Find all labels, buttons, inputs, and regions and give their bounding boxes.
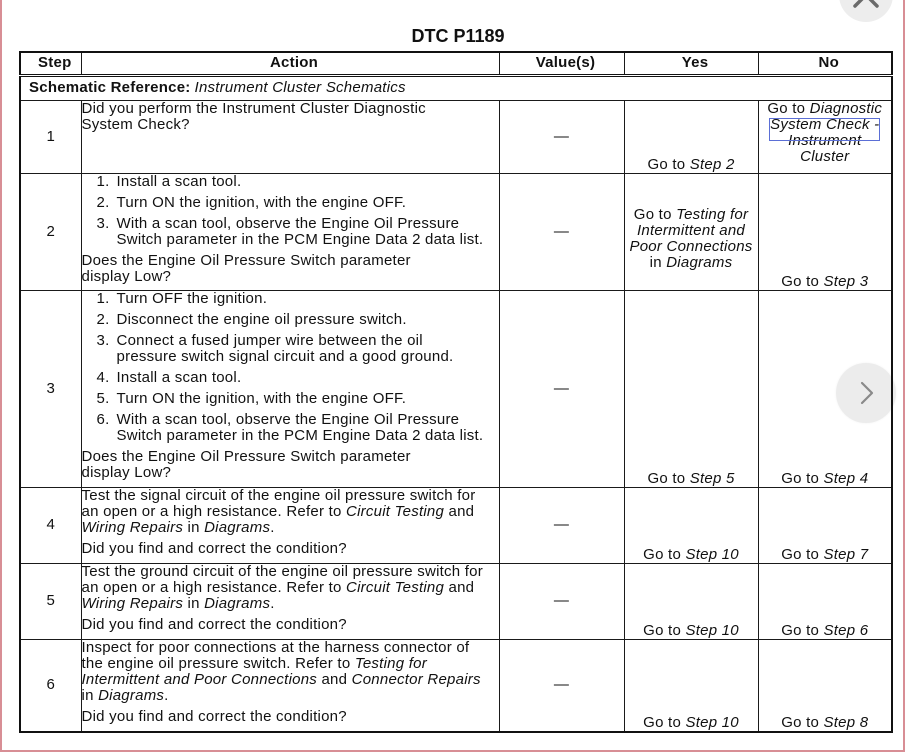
text-line (759, 471, 892, 487)
action-cell (81, 487, 499, 563)
step-number: 4 (46, 516, 56, 533)
step-number-cell (20, 290, 81, 487)
action-list-item (82, 174, 499, 190)
text-segment: Turn ON the ignition, with the engine OFF. (116, 193, 407, 211)
text-line (117, 216, 484, 232)
step-number: 2 (46, 222, 56, 240)
text-line (759, 547, 892, 563)
column-header-no: No (758, 52, 892, 75)
text-segment: Go to (647, 469, 690, 487)
diagnostic-system-check-link[interactable] (769, 115, 880, 141)
text-line (117, 428, 484, 444)
yes-cell (624, 290, 758, 487)
action-text (82, 449, 499, 481)
text-segment: Go to (781, 272, 824, 290)
text-segment: Go to (767, 99, 810, 117)
action-paragraph (82, 640, 499, 704)
close-button[interactable] (839, 0, 893, 22)
text-segment: Turn OFF the ignition. (116, 289, 268, 307)
text-line (625, 547, 758, 563)
text-segment: Go to (647, 155, 690, 173)
reference-text: Step 7 (823, 545, 869, 563)
action-question (82, 449, 499, 481)
text-segment: Go to (781, 469, 824, 487)
table-header (20, 52, 892, 75)
value-cell (499, 639, 624, 732)
text-segment: and (317, 670, 352, 688)
text-line (759, 715, 892, 731)
list-number: 2. (96, 193, 110, 211)
action-text (117, 370, 242, 386)
text-line (82, 617, 499, 633)
action-text (117, 312, 407, 328)
step-row (20, 100, 892, 173)
column-header-step: Step (20, 52, 81, 75)
reference-text: Step 5 (689, 469, 735, 487)
action-list-item (82, 312, 499, 328)
text-segment: Connect a fused jumper wire between the oil (116, 331, 423, 349)
text-segment: Does the Engine Oil Pressure Switch parameter (81, 251, 411, 269)
text-line (117, 349, 454, 365)
reference-text: Diagnostic (809, 99, 883, 117)
text-line (82, 709, 499, 725)
action-paragraph (82, 488, 499, 536)
no-cell (758, 173, 892, 290)
reference-text: Cluster (800, 147, 850, 165)
value-cell (499, 563, 624, 639)
action-cell (81, 100, 499, 173)
text-segment: Go to (781, 621, 824, 639)
text-line (82, 449, 499, 465)
reference-text: Wiring Repairs (81, 594, 184, 612)
text-segment: Turn ON the ignition, with the engine OFF. (116, 389, 407, 407)
text-line (759, 623, 892, 639)
action-text (117, 391, 407, 407)
yes-cell (624, 563, 758, 639)
text-segment: Go to (781, 545, 824, 563)
reference-text: Intermittent and (636, 221, 746, 239)
step-row (20, 487, 892, 563)
text-line (117, 391, 407, 407)
reference-text: Testing for (676, 205, 749, 223)
text-segment: Switch parameter in the PCM Engine Data 2 data list. (116, 230, 484, 248)
text-line (117, 291, 268, 307)
reference-text: Step 4 (823, 469, 869, 487)
text-line (117, 370, 242, 386)
table-body (20, 75, 892, 732)
step-row (20, 563, 892, 639)
action-text (82, 253, 499, 285)
value-cell (499, 173, 624, 290)
close-icon (851, 0, 881, 10)
text-segment: and (444, 502, 475, 520)
reference-text: Intermittent and Poor Connections (81, 670, 318, 688)
text-line (82, 541, 499, 557)
reference-text: Diagrams (204, 518, 271, 536)
text-line (117, 312, 407, 328)
text-segment: With a scan tool, observe the Engine Oil Pressure (116, 410, 460, 428)
reference-text: System Check - (770, 115, 880, 133)
text-line (625, 239, 758, 255)
diagnostic-table (19, 51, 893, 733)
text-line (82, 488, 499, 504)
text-segment: pressure switch signal circuit and a good ground. (116, 347, 454, 365)
yes-cell (624, 100, 758, 173)
text-line (117, 174, 242, 190)
text-line (82, 688, 499, 704)
text-segment: Install a scan tool. (116, 172, 242, 190)
list-number: 2. (96, 310, 110, 328)
action-text (117, 412, 484, 444)
step-row (20, 639, 892, 732)
action-text (117, 174, 242, 190)
text-segment: Did you perform the Instrument Cluster Diagnostic (81, 99, 426, 117)
text-segment: an open or a high resistance. Refer to (81, 502, 347, 520)
action-cell (81, 563, 499, 639)
action-question (82, 617, 499, 633)
action-text (117, 333, 454, 365)
list-number: 6. (96, 410, 110, 428)
value-text: — (553, 379, 570, 397)
action-list-item (82, 216, 499, 248)
text-line (625, 623, 758, 639)
step-row (20, 290, 892, 487)
step-number-cell (20, 639, 81, 732)
action-list-item (82, 333, 499, 365)
text-line (625, 207, 758, 223)
text-segment: Switch parameter in the PCM Engine Data 2 data list. (116, 426, 484, 444)
step-number-cell (20, 487, 81, 563)
text-segment: an open or a high resistance. Refer to (81, 578, 347, 596)
schematic-reference-label: Schematic Reference: (29, 79, 191, 96)
reference-text: Wiring Repairs (81, 518, 184, 536)
text-line (117, 333, 454, 349)
yes-cell (624, 487, 758, 563)
value-text: — (553, 127, 570, 145)
text-line (82, 117, 499, 133)
text-segment: Test the ground circuit of the engine oil pressure switch for (81, 562, 484, 580)
text-segment: System Check? (81, 115, 190, 133)
text-segment: the engine oil pressure switch. Refer to (81, 654, 355, 672)
action-text (82, 101, 499, 133)
reference-text: Instrument (788, 131, 862, 149)
action-question (82, 101, 499, 133)
action-list-item (82, 412, 499, 444)
list-number: 5. (96, 389, 110, 407)
text-segment: . (270, 518, 275, 536)
text-line (117, 232, 484, 248)
table-header-row (20, 52, 892, 75)
text-line (82, 672, 499, 688)
text-segment: Did you find and correct the condition? (81, 615, 347, 633)
text-segment: in (649, 253, 667, 271)
text-segment: . (164, 686, 169, 704)
list-number: 3. (96, 331, 110, 349)
column-header-yes: Yes (624, 52, 758, 75)
text-line (82, 580, 499, 596)
text-segment: Test the signal circuit of the engine oil pressure switch for (81, 486, 476, 504)
reference-text: Circuit Testing (346, 502, 445, 520)
reference-text: Diagrams (666, 253, 733, 271)
schematic-reference-cell (20, 75, 892, 100)
text-line (82, 520, 499, 536)
action-cell (81, 290, 499, 487)
text-line (117, 412, 484, 428)
step-row (20, 173, 892, 290)
text-segment: and (444, 578, 475, 596)
action-list-item (82, 291, 499, 307)
text-line (82, 465, 499, 481)
action-cell (81, 639, 499, 732)
text-line (625, 223, 758, 239)
action-text (117, 216, 484, 248)
reference-text: Connector Repairs (351, 670, 481, 688)
step-number-cell (20, 173, 81, 290)
text-segment: Does the Engine Oil Pressure Switch parameter (81, 447, 411, 465)
text-segment: Install a scan tool. (116, 368, 242, 386)
value-text: — (553, 516, 570, 533)
yes-cell (624, 639, 758, 732)
reference-text: Circuit Testing (346, 578, 445, 596)
value-cell (499, 100, 624, 173)
action-list-item (82, 195, 499, 211)
step-number-cell (20, 100, 81, 173)
reference-text: Step 10 (685, 714, 739, 731)
text-line (625, 255, 758, 271)
text-segment: Go to (643, 545, 686, 563)
reference-text: Testing for (354, 654, 427, 672)
column-header-values: Value(s) (499, 52, 624, 75)
no-cell (758, 290, 892, 487)
action-list-item (82, 391, 499, 407)
text-line (82, 504, 499, 520)
text-line (82, 101, 499, 117)
text-segment: Go to (643, 714, 686, 731)
text-line (625, 715, 758, 731)
reference-text: Diagrams (98, 686, 165, 704)
text-line (625, 157, 758, 173)
text-segment: Inspect for poor connections at the harness connector of (81, 638, 470, 656)
text-line (759, 274, 892, 290)
action-question (82, 253, 499, 285)
action-text (82, 640, 499, 704)
text-line (82, 253, 499, 269)
text-segment: Go to (781, 714, 824, 731)
text-segment: Disconnect the engine oil pressure switch. (116, 310, 407, 328)
text-segment: Did you find and correct the condition? (81, 539, 347, 557)
schematic-reference-row (20, 75, 892, 100)
step-number: 6 (46, 676, 56, 694)
list-number: 4. (96, 368, 110, 386)
value-cell (499, 487, 624, 563)
text-line (82, 596, 499, 612)
text-segment: display Low? (81, 267, 172, 285)
action-question (82, 709, 499, 725)
reference-text: Step 3 (823, 272, 869, 290)
reference-text: Step 8 (823, 714, 869, 731)
action-list-item (82, 370, 499, 386)
step-number-cell (20, 563, 81, 639)
reference-text: Step 6 (823, 621, 869, 639)
no-cell (758, 639, 892, 732)
list-number: 3. (96, 214, 110, 232)
value-text: — (553, 592, 570, 609)
reference-text: Step 10 (685, 621, 739, 639)
action-question (82, 541, 499, 557)
text-segment: . (270, 594, 275, 612)
step-number: 1 (46, 127, 56, 145)
value-cell (499, 290, 624, 487)
text-segment: Did you find and correct the condition? (81, 707, 347, 725)
text-line (117, 195, 407, 211)
reference-text: Poor Connections (629, 237, 753, 255)
document-title: DTC P1189 (411, 26, 505, 46)
reference-text: Step 10 (685, 545, 739, 563)
value-text: — (553, 222, 570, 240)
list-number: 1. (96, 289, 110, 307)
schematic-reference-value: Instrument Cluster Schematics (194, 79, 406, 96)
text-segment: display Low? (81, 463, 172, 481)
text-segment: Go to (633, 205, 677, 223)
list-number: 1. (96, 172, 110, 190)
action-text (82, 564, 499, 612)
action-text (82, 617, 499, 633)
text-line (82, 269, 499, 285)
action-text (82, 541, 499, 557)
text-line (759, 101, 892, 117)
step-number: 3 (46, 379, 56, 397)
text-line (82, 656, 499, 672)
text-segment: Go to (643, 621, 686, 639)
action-text (82, 709, 499, 725)
text-segment: in (183, 518, 205, 536)
action-paragraph (82, 564, 499, 612)
action-text (117, 195, 407, 211)
text-segment: in (183, 594, 205, 612)
no-cell (758, 487, 892, 563)
text-line (82, 564, 499, 580)
value-text: — (553, 676, 570, 694)
yes-cell (624, 173, 758, 290)
text-segment: With a scan tool, observe the Engine Oil Pressure (116, 214, 460, 232)
action-text (117, 291, 268, 307)
reference-text: Diagrams (204, 594, 271, 612)
column-header-action: Action (81, 52, 499, 75)
text-line (625, 471, 758, 487)
text-line (82, 640, 499, 656)
reference-text: Step 2 (689, 155, 735, 173)
action-cell (81, 173, 499, 290)
text-segment: in (81, 686, 99, 704)
action-text (82, 488, 499, 536)
step-number: 5 (46, 592, 56, 609)
no-cell (758, 563, 892, 639)
text-line (759, 149, 892, 165)
